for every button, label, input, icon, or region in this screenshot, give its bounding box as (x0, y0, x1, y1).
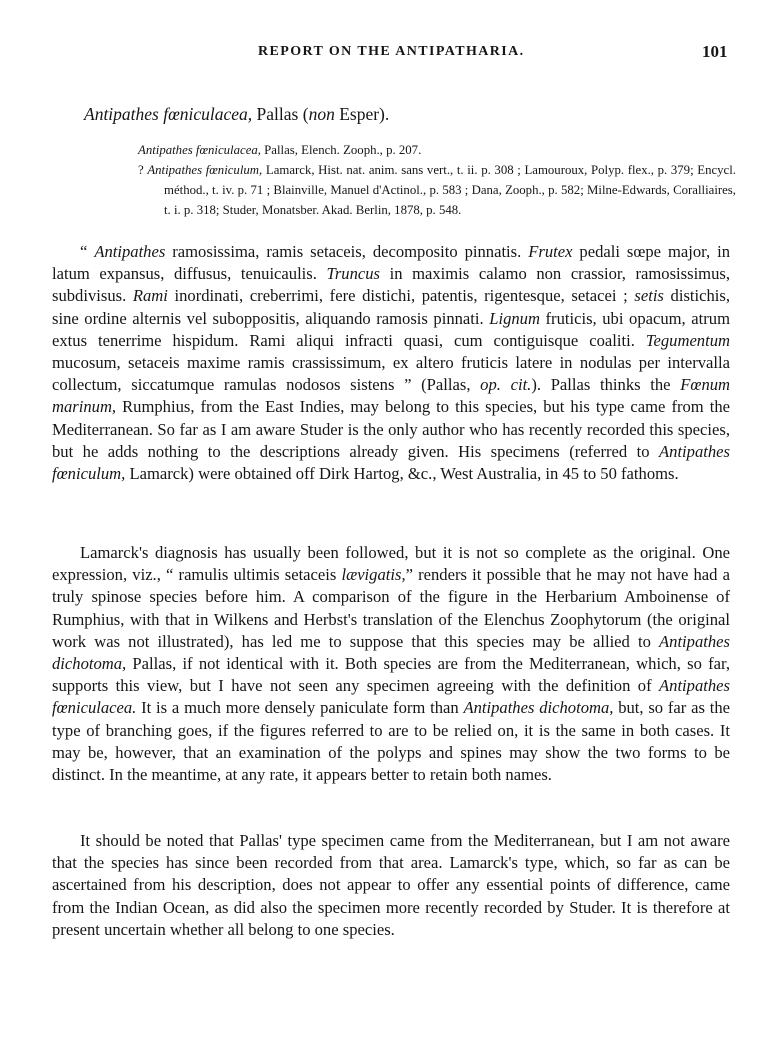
paragraph-pallas-description (52, 241, 730, 485)
text-span: Lamarck's diagnosis has usually been followed, but it is not so complete as the original. One expression, viz., “ ramulis ultimis setaceis (52, 543, 730, 585)
italic-term: lævigatis, (341, 565, 406, 585)
italic-term: Rami (132, 286, 168, 306)
text-span: ramosissima, ramis setaceis, decomposito pinnatis. (165, 242, 529, 261)
text-span: inordinati, creberrimi, fere distichi, patentis, rigentesque, setacei ; (167, 286, 635, 306)
text-span: ” renders it possible that he may not have had a truly spinose species before him. A comparison of the figure in the Herbarium Amboinense of Rumphius, with that in Wilkens and Herbst's translation of the Elenchus Zoophytorum (the original work was not illustrated), has led me to suppose that this species may be allied to (52, 565, 731, 651)
synonymy-entry (138, 160, 736, 220)
synonym-name: Antipathes fœniculacea, (138, 143, 261, 157)
italic-term: setis (634, 286, 664, 306)
italic-term: op. cit. (480, 375, 532, 395)
running-head (0, 44, 776, 66)
italic-term: Antipathes dichotoma, (463, 698, 614, 718)
italic-term: Frutex (528, 242, 573, 261)
species-author-pre: Pallas ( (252, 104, 309, 124)
text-span: It is a much more densely paniculate form than (136, 698, 464, 718)
text-span: Rumphius, from the East Indies, may belong to this species, but his type came from the Mediterranean. So far as I am aware Studer is the only author who has recently recorded this species, but he adds nothing to the descriptions already given. His specimens (referred to (52, 397, 730, 461)
italic-term: Antipathes (94, 242, 166, 261)
italic-term: Antipathes fœniculum, (52, 441, 730, 484)
synonym-reference: Lamarck, Hist. nat. anim. sans vert., t. ii. p. 308 ; Lamouroux, Polyp. flex., p. 379; Encycl. méthod., t. iv. p. 71 ; Blainville, Manuel d'Actinol., p. 583 ; Dana, Zooph., p. 582; Milne-Edwards, Coralliaires, t. i. p. 318; Studer, Monatsber. Akad. Berlin, 1878, p. 548. (164, 163, 736, 217)
synonym-reference: Pallas, Elench. Zooph., p. 207. (260, 143, 422, 157)
italic-term: Truncus (326, 264, 380, 284)
synonym-query-mark: ? (138, 163, 148, 177)
text-span: mucosum, setaceis maxime ramis crassissimum, ex altero fruticis latere in nodulas per intervalla collectum, siccatumque ramulas nodosos sistens ” (Pallas, (52, 353, 730, 395)
italic-term: Fœnum marinum, (52, 375, 731, 417)
species-author-post: Esper). (334, 104, 390, 124)
paragraph-text (52, 830, 730, 941)
text-span: in maximis calamo non crassior, ramosissimus, subdivisus. (52, 264, 730, 306)
paragraph-type-specimen (52, 830, 730, 941)
running-title: REPORT ON THE ANTIPATHARIA. (258, 44, 525, 59)
synonym-name: Antipathes fœniculum, (147, 163, 263, 177)
text-span: fruticis, ubi opacum, atrum extus tenerrime hispidum. Rami aliqui infracti quasi, cum contiguisque coaliti. (52, 308, 730, 350)
species-heading (84, 104, 389, 125)
text-span: distichis, sine ordine alternis vel suboppositis, aliquando ramosis pinnati. (52, 286, 730, 328)
paragraph-lamarck-diagnosis (52, 542, 730, 786)
italic-term: Antipathes fœniculacea. (52, 676, 730, 718)
text-span: “ (80, 242, 95, 261)
page-number: 101 (702, 42, 728, 61)
italic-term: Tegumentum (645, 330, 730, 350)
paragraph-text (52, 241, 730, 485)
synonymy-list (138, 140, 736, 220)
text-span: It should be noted that Pallas' type specimen came from the Mediterranean, but I am not aware that the species has since been recorded from that area. Lamarck's type, which, so far as can be ascertained from his description, does not appear to offer any essential points of difference, came from the Indian Ocean, as did also the specimen more recently recorded by Studer. It is therefore at present uncertain whether all belong to one species. (52, 831, 730, 939)
text-span: pedali sœpe major, in latum expansus, diffusus, tenuicaulis. (52, 242, 731, 284)
text-span: but, so far as the type of branching goes, if the figures referred to are to be relied on, it is the same in both cases. It may be, however, that an examination of the polyps and spines may show the two forms to be distinct. In the meantime, at any rate, it appears better to retain both names. (52, 698, 730, 785)
paragraph-text (52, 542, 730, 786)
species-name: Antipathes fœniculacea, (84, 104, 253, 124)
species-author-non: non (308, 104, 335, 124)
italic-term: Lignum (489, 308, 540, 328)
synonymy-entry (138, 140, 736, 160)
italic-term: Antipathes dichotoma, (52, 631, 730, 674)
text-span: ). Pallas thinks the (531, 375, 681, 395)
text-span: Pallas, if not identical with it. Both species are from the Mediterranean, which, so far, supports this view, but I have not seen any specimen agreeing with the definition of (52, 654, 730, 696)
text-span: Lamarck) were obtained off Dirk Hartog, &c., West Australia, in 45 to 50 fathoms. (125, 464, 679, 484)
